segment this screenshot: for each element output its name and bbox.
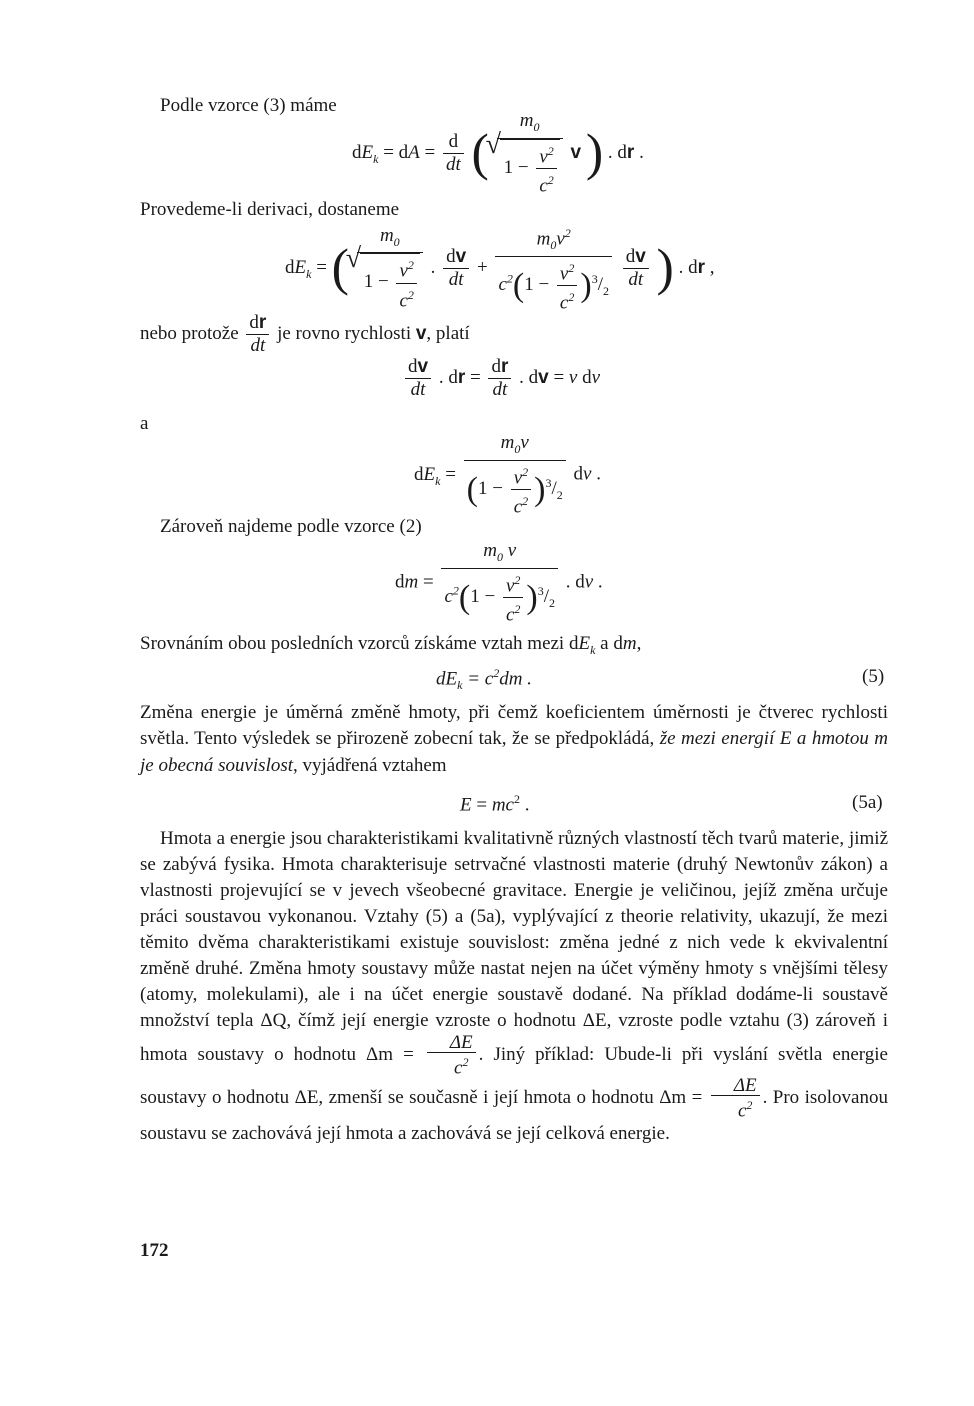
text-line: a	[140, 413, 149, 434]
text-line: nebo protože $\frac{dr}{dt}$ je rovno rychlosti v, platí	[140, 312, 470, 357]
paragraph	[140, 700, 888, 779]
equation-dEk-derivative: $dE_k$ = ( $m_0$ √ 1 − $\frac{v^2}{c^2}$ . $\frac{dv}{dt}$ + $m_0v^2$ $c^2(1$ − $\frac{v^2}{c^2}$ )$^3/_2$ $\frac{dv}{dt}$ ) . dr ,	[285, 222, 715, 315]
equation-dm: dm = $m_0$ v $c^2(1$ − $\frac{v^2}{c^2}$ )$^3/_2$ . dv .	[395, 540, 603, 626]
equation-dv-dr: $\frac{dv}{dt}$ . dr = $\frac{dr}{dt}$ . dv = v dv	[402, 356, 600, 401]
text-line: Podle vzorce (3) máme	[160, 95, 337, 116]
equation-number: (5a)	[852, 792, 883, 813]
page-number: 172	[140, 1240, 169, 1261]
text-line: Provedeme-li derivaci, dostaneme	[140, 199, 400, 220]
text-fragment: . Pro isolovanou soustavu se zachovává její hmota a zachovává se její celková energie.	[140, 1087, 888, 1144]
paragraph: Hmota a energie jsou charakteristikami kvalitativně různých vlastností těch tvarů materie, jimiž se zabývá fysika. Hmota charakterisuje setrvačné vlastnosti materie (druhý Newtonův zákon) a vlastnosti projevující se v jevech všeobecné gravitace. Energie je veličinou, jejíž změna určuje práci soustavou vykonanou. Vztahy (5) a (5a), vyplývající z theorie relativity, ukazují, že mezi těmito dvěma charakteristikami existuje souvislost: změna jedné z nich vede k ekvivalentní změně druhé. Změna hmoty soustavy může nastat nejen na účet výměny hmoty s vnějšími tělesy (atomy, molekulami), ale i na účet energie soustavě dodané. Na příklad dodáme-li soustavě množství tepla ΔQ, čímž její energie vzroste o hodnotu ΔE, vzroste podle vztahu (3) zároveň i hmota soustavy o hodnotu Δm = $\frac{\Delta E}{c^2}$ . Jiný příklad: Ubude-li při vyslání světla energie soustavy o hodnotu ΔE, zmenší se současně i její hmota o hodnotu Δm = $\frac{\Delta E}{c^2}$ . Pro isolovanou soustavu se zachovává její hmota a zachovává se její celková energie.	[140, 828, 888, 1144]
equation-dEk-final: $dE_k$ = $m_0v$ (1 − $\frac{v^2}{c^2}$ )$^3/_2$ dv .	[414, 432, 601, 518]
text-fragment: a d	[595, 633, 623, 654]
text-fragment: ,	[636, 633, 642, 654]
equation-number: (5)	[862, 666, 885, 687]
text-fragment: , platí	[426, 323, 470, 344]
text-fragment: Změna energie je úměrná změně hmoty, při čemž koeficientem úměrnosti je čtverec rychlosti světla. Tento výsledek se přirozeně zobecní tak, že se předpokládá,	[140, 702, 888, 750]
text-fragment: . Jiný příklad: Ubude-li při vyslání světla energie soustavy o hodnotu ΔE, zmenší se současně i její hmota o hodnotu Δm =	[140, 1044, 888, 1109]
text-fragment: nebo protože	[140, 323, 239, 344]
text-fragment: Hmota a energie jsou charakteristikami kvalitativně různých vlastností těch tvarů materie, jimiž se zabývá fysika. Hmota charakterisuje setrvačné vlastnosti materie (druhý Newtonův zákon) a vlastnosti projevující se v jevech všeobecné gravitace. Energie je veličinou, jejíž změna určuje práci soustavou vykonanou. Vztahy (5) a (5a), vyplývající z theorie relativity, ukazují, že mezi těmito dvěma charakteristikami existuje souvislost: změna jedné z nich vede k ekvivalentní změně druhé. Změna hmoty soustavy může nastat nejen na účet výměny hmoty s vnějšími tělesy (atomy, molekulami), ale i na účet energie soustavě dodané. Na příklad dodáme-li soustavě množství tepla ΔQ, čímž její energie vzroste o hodnotu ΔE, vzroste podle vztahu (3) zároveň i hmota soustavy o hodnotu Δm =	[140, 828, 888, 1066]
text-line: Zároveň najdeme podle vzorce (2)	[160, 516, 422, 537]
equation-5: $dE_k = c^2dm$ .	[436, 666, 532, 693]
equation-dEk-dA: $dE_k$ = dA = $\frac{d}{dt}$ ( $m_0$ √ 1 − $\frac{v^2}{c^2}$ v ) . dr .	[352, 110, 644, 197]
text-line: Srovnáním obou posledních vzorců získáme vztah mezi $dE_k$ a dm,	[140, 633, 642, 657]
italic-statement: že mezi energií E a hmotou m je obecná souvislost	[140, 728, 888, 776]
text-fragment: , vyjádřená vztahem	[293, 754, 447, 776]
text-fragment: je rovno rychlosti	[277, 323, 412, 344]
text-fragment: Srovnáním obou posledních vzorců získáme vztah mezi d	[140, 633, 579, 654]
equation-5a: $E = mc^2$ .	[460, 792, 530, 816]
